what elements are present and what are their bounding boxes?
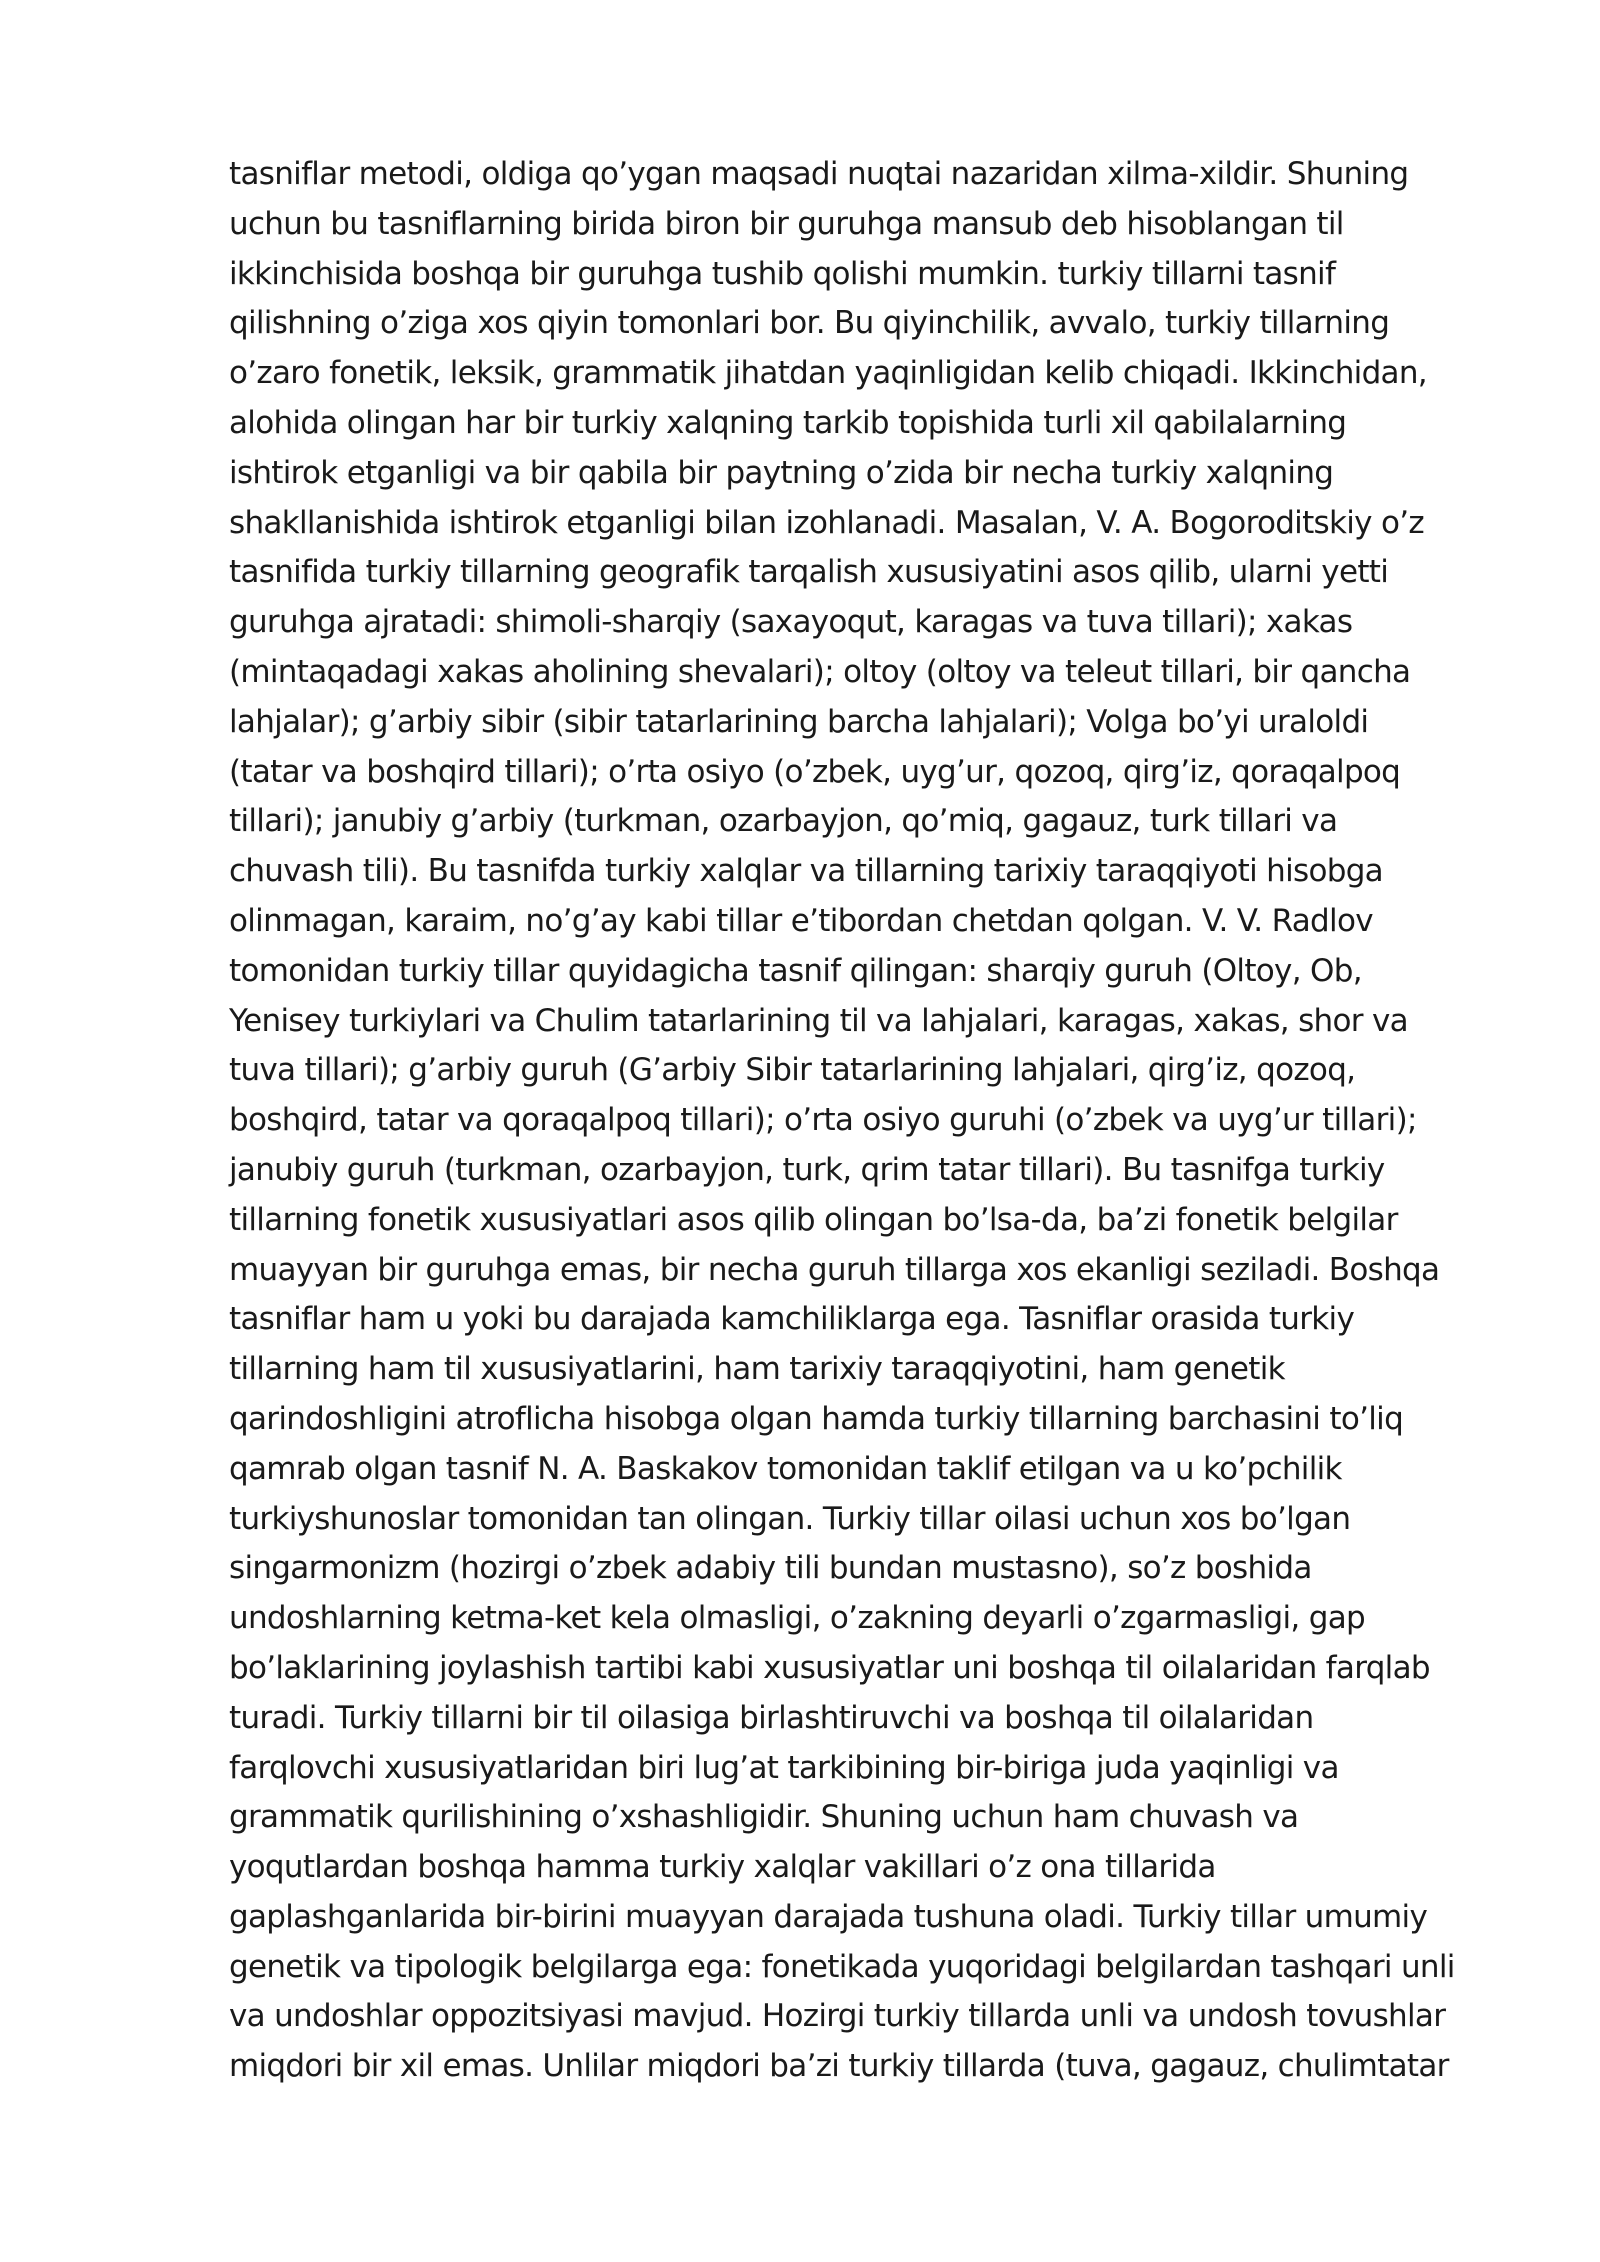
text-line: tomonidan turkiy tillar quyidagicha tasnif qilingan: sharqiy guruh (Oltoy, Ob, xyxy=(229,952,1362,989)
text-line: qarindoshligini atroflicha hisobga olgan hamda turkiy tillarning barchasini to’liq xyxy=(229,1400,1404,1437)
text-line: genetik va tipologik belgilarga ega: fonetikada yuqoridagi belgilardan tashqari unli xyxy=(229,1948,1455,1985)
text-line: tillarning ham til xususiyatlarini, ham tarixiy taraqqiyotini, ham genetik xyxy=(229,1351,1285,1388)
text-line: boshqird, tatar va qoraqalpoq tillari); o’rta osiyo guruhi (o’zbek va uyg’ur tillari); xyxy=(229,1102,1417,1139)
text-line: singarmonizm (hozirgi o’zbek adabiy tili bundan mustasno), so’z boshida xyxy=(229,1550,1312,1587)
text-line: janubiy guruh (turkman, ozarbayjon, turk, qrim tatar tillari). Bu tasnifga turkiy xyxy=(229,1151,1385,1188)
body-text xyxy=(229,150,1489,2092)
text-line: (tatar va boshqird tillari); o’rta osiyo (o’zbek, uyg’ur, qozoq, qirg’iz, qoraqalpoq xyxy=(229,753,1401,790)
text-line: tasniflar ham u yoki bu darajada kamchiliklarga ega. Tasniflar orasida turkiy xyxy=(229,1301,1355,1338)
text-line: miqdori bir xil emas. Unlilar miqdori ba’zi turkiy tillarda (tuva, gagauz, chulimtatar xyxy=(229,2048,1449,2085)
text-line: undoshlarning ketma-ket kela olmasligi, o’zakning deyarli o’zgarmasligi, gap xyxy=(229,1600,1365,1637)
text-line: bo’laklarining joylashish tartibi kabi xususiyatlar uni boshqa til oilalaridan farqlab xyxy=(229,1649,1430,1686)
text-line: tasniflar metodi, oldiga qo’ygan maqsadi nuqtai nazaridan xilma-xildir. Shuning xyxy=(229,156,1409,192)
text-line: va undoshlar oppozitsiyasi mavjud. Hozirgi turkiy tillarda unli va undosh tovushlar xyxy=(229,1998,1446,2035)
text-line: shakllanishida ishtirok etganligi bilan izohlanadi. Masalan, V. A. Bogoroditskiy o’z xyxy=(229,504,1424,541)
text-line: uchun bu tasniflarning birida biron bir guruhga mansub deb hisoblangan til xyxy=(229,205,1344,242)
text-line: gaplashganlarida bir-birini muayyan darajada tushuna oladi. Turkiy tillar umumiy xyxy=(229,1898,1428,1935)
text-line: guruhga ajratadi: shimoli-sharqiy (saxayoqut, karagas va tuva tillari); xakas xyxy=(229,604,1353,641)
text-line: Yenisey turkiylari va Chulim tatarlarining til va lahjalari, karagas, xakas, shor va xyxy=(229,1002,1408,1039)
text-line: alohida olingan har bir turkiy xalqning tarkib topishida turli xil qabilalarning xyxy=(229,404,1347,441)
text-line: qilishning o’ziga xos qiyin tomonlari bor. Bu qiyinchilik, avvalo, turkiy tillarning xyxy=(229,305,1390,342)
text-line: grammatik qurilishining o’xshashligidir. Shuning uchun ham chuvash va xyxy=(229,1799,1299,1836)
text-line: qamrab olgan tasnif N. A. Baskakov tomonidan taklif etilgan va u ko’pchilik xyxy=(229,1450,1342,1487)
text-line: farqlovchi xususiyatlaridan biri lug’at tarkibining bir-biriga juda yaqinligi va xyxy=(229,1749,1339,1786)
text-line: lahjalar); g’arbiy sibir (sibir tatarlarining barcha lahjalari); Volga bo’yi uraloldi xyxy=(229,703,1369,740)
text-line: ikkinchisida boshqa bir guruhga tushib qolishi mumkin. turkiy tillarni tasnif xyxy=(229,255,1336,292)
text-line: tillarning fonetik xususiyatlari asos qilib olingan bo’lsa-da, ba’zi fonetik belgilar xyxy=(229,1201,1398,1238)
text-line: (mintaqadagi xakas aholining shevalari); oltoy (oltoy va teleut tillari, bir qancha xyxy=(229,653,1411,690)
text-line: ishtirok etganligi va bir qabila bir paytning o’zida bir necha turkiy xalqning xyxy=(229,454,1334,491)
text-line: turkiyshunoslar tomonidan tan olingan. Turkiy tillar oilasi uchun xos bo’lgan xyxy=(229,1500,1351,1537)
text-line: tuva tillari); g’arbiy guruh (G’arbiy Sibir tatarlarining lahjalari, qirg’iz, qozoq, xyxy=(229,1052,1356,1089)
text-line: tasnifida turkiy tillarning geografik tarqalish xususiyatini asos qilib, ularni yetti xyxy=(229,554,1389,591)
text-line: tillari); janubiy g’arbiy (turkman, ozarbayjon, qo’miq, gagauz, turk tillari va xyxy=(229,803,1338,840)
text-line: muayyan bir guruhga emas, bir necha guruh tillarga xos ekanligi seziladi. Boshqa xyxy=(229,1251,1440,1288)
text-line: yoqutlardan boshqa hamma turkiy xalqlar vakillari o’z ona tillarida xyxy=(229,1849,1216,1886)
text-line: chuvash tili). Bu tasnifda turkiy xalqlar va tillarning tarixiy taraqqiyoti hisobga xyxy=(229,853,1383,890)
text-line: olinmagan, karaim, no’g’ay kabi tillar e’tibordan chetdan qolgan. V. V. Radlov xyxy=(229,902,1373,939)
text-line: o’zaro fonetik, leksik, grammatik jihatdan yaqinligidan kelib chiqadi. Ikkinchidan, xyxy=(229,355,1427,392)
text-line: turadi. Turkiy tillarni bir til oilasiga birlashtiruvchi va boshqa til oilalaridan xyxy=(229,1699,1314,1736)
